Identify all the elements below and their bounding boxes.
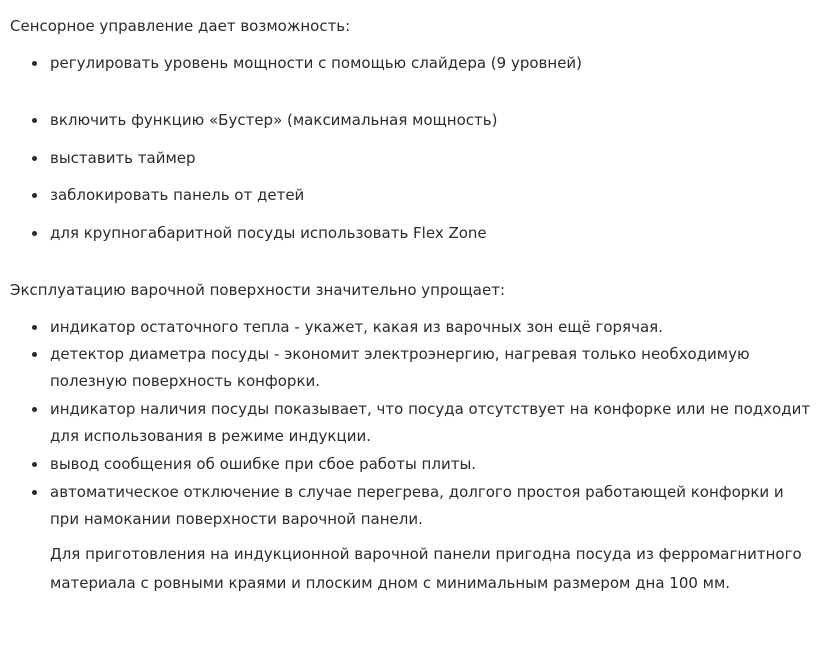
list-item-text: регулировать уровень мощности с помощью слайдера (9 уровней)	[50, 54, 583, 72]
list-item-text: индикатор остаточного тепла - укажет, какая из варочных зон ещё горячая.	[50, 318, 663, 336]
list-item	[10, 50, 815, 77]
list-item-text: для крупногабаритной посуды использовать Flex Zone	[50, 224, 487, 242]
list-item	[10, 220, 815, 247]
bullet-icon	[32, 61, 37, 66]
list-item-text: заблокировать панель от детей	[50, 186, 305, 204]
bullet-icon	[32, 231, 37, 236]
list-item-text: детектор диаметра посуды - экономит электроэнергию, нагревая только необходимую полезную поверхность конфорки.	[50, 345, 750, 390]
list-item-text: включить функцию «Бустер» (максимальная мощность)	[50, 111, 498, 129]
cookware-note: Для приготовления на индукционной варочной панели пригодна посуда из ферромагнитного материала с ровными краями и плоским дном с минимальным размером дна 100 мм.	[50, 545, 802, 592]
bullet-icon	[32, 407, 37, 412]
list-item	[10, 314, 815, 341]
list-item	[10, 107, 815, 134]
list-item	[10, 145, 815, 172]
list-item	[10, 341, 815, 395]
section2-intro: Эксплуатацию варочной поверхности значительно упрощает:	[10, 281, 506, 299]
list-item-text: вывод сообщения об ошибке при сбое работы плиты.	[50, 455, 477, 473]
list-item-text: индикатор наличия посуды показывает, что посуда отсутствует на конфорке или не подходит для использования в режиме индукции.	[50, 400, 811, 445]
bullet-icon	[32, 193, 37, 198]
list-item-text: автоматическое отключение в случае перегрева, долгого простоя работающей конфорки и при намокании поверхности варочной панели.	[50, 483, 784, 528]
list-item-text: выставить таймер	[50, 149, 196, 167]
bullet-icon	[32, 118, 37, 123]
list-item	[10, 396, 815, 450]
section1-intro: Сенсорное управление дает возможность:	[10, 17, 351, 35]
list-item	[10, 182, 815, 209]
bullet-icon	[32, 490, 37, 495]
bullet-icon	[32, 325, 37, 330]
bullet-icon	[32, 156, 37, 161]
bullet-icon	[32, 462, 37, 467]
bullet-icon	[32, 352, 37, 357]
list-item	[10, 479, 815, 533]
list-item	[10, 451, 815, 478]
